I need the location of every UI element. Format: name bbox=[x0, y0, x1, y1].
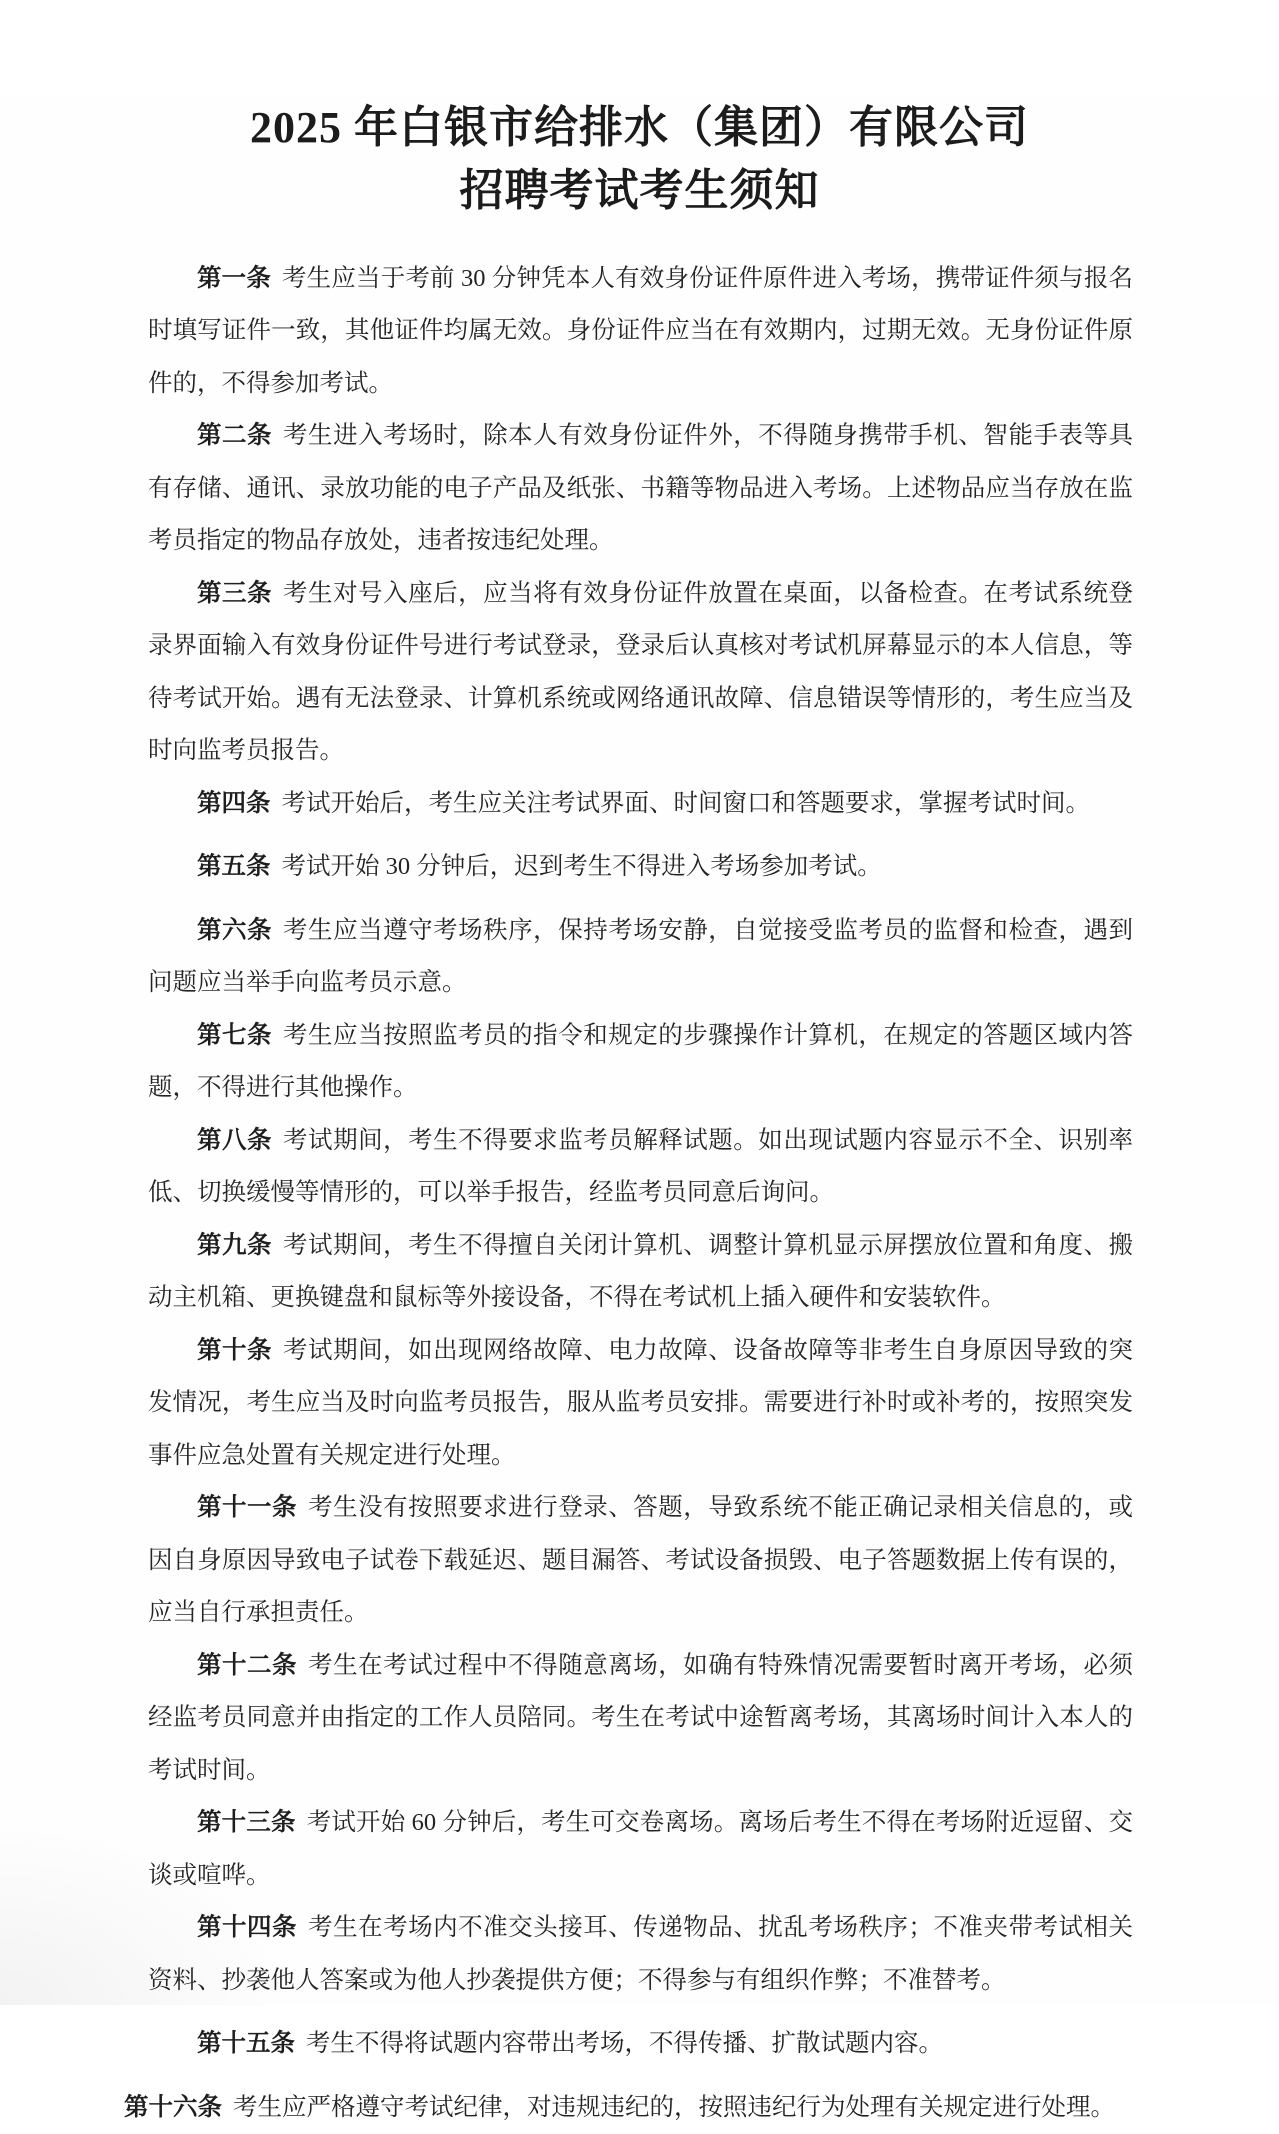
article-label: 第二条 bbox=[197, 422, 273, 450]
article-label: 第六条 bbox=[197, 916, 273, 944]
article-paragraph: 第三条 考生对号入座后，应当将有效身份证件放置在桌面，以备检查。在考试系统登录界面输入有效身份证件号进行考试登录，登录后认真核对考试机屏幕显示的本人信息，等待考试开始。遇有无法登录、计算机系统或网络通讯故障、信息错误等情形的，考生应当及时向监考员报告。 bbox=[148, 579, 1134, 765]
article-paragraph: 第十六条 考生应严格遵守考试纪律，对违规违纪的，按照违纪行为处理有关规定进行处理。 bbox=[124, 2093, 1115, 2121]
article-paragraph: 第八条 考试期间，考生不得要求监考员解释试题。如出现试题内容显示不全、识别率低、切换缓慢等情形的，可以举手报告，经监考员同意后询问。 bbox=[148, 1126, 1134, 1207]
article-label: 第十二条 bbox=[197, 1651, 298, 1679]
document-page bbox=[0, 96, 1279, 2121]
article-paragraph: 第九条 考试期间，考生不得擅自关闭计算机、调整计算机显示屏摆放位置和角度、搬动主机箱、更换键盘和鼠标等外接设备，不得在考试机上插入硬件和安装软件。 bbox=[148, 1231, 1134, 1312]
article-label: 第十六条 bbox=[124, 2093, 222, 2121]
article-paragraph: 第十五条 考生不得将试题内容带出考场，不得传播、扩散试题内容。 bbox=[197, 2030, 943, 2058]
article-paragraph: 第一条 考生应当于考前 30 分钟凭本人有效身份证件原件进入考场，携带证件须与报名时填写证件一致，其他证件均属无效。身份证件应当在有效期内，过期无效。无身份证件原件的，不得参加考试。 bbox=[148, 264, 1134, 397]
article-paragraph: 第十三条 考试开始 60 分钟后，考生可交卷离场。离场后考生不得在考场附近逗留、交谈或喧哗。 bbox=[148, 1809, 1134, 1889]
title-line-1: 2025 年白银市给排水（集团）有限公司 bbox=[250, 103, 1029, 152]
article-paragraph: 第七条 考生应当按照监考员的指令和规定的步骤操作计算机，在规定的答题区域内答题，不得进行其他操作。 bbox=[148, 1021, 1134, 1102]
document-title bbox=[74, 96, 1205, 223]
article-label: 第九条 bbox=[197, 1231, 273, 1259]
article-label: 第十条 bbox=[197, 1336, 273, 1364]
article-label: 第三条 bbox=[197, 579, 273, 607]
article-label: 第十五条 bbox=[197, 2030, 295, 2058]
article-label: 第四条 bbox=[197, 789, 271, 817]
title-line-2: 招聘考试考生须知 bbox=[459, 166, 820, 216]
article-paragraph: 第十条 考试期间，如出现网络故障、电力故障、设备故障等非考生自身原因导致的突发情况，考生应当及时向监考员报告，服从监考员安排。需要进行补时或补考的，按照突发事件应急处置有关规定进行处理。 bbox=[148, 1336, 1134, 1469]
article-paragraph: 第五条 考试开始 30 分钟后，迟到考生不得进入考场参加考试。 bbox=[197, 853, 882, 881]
article-label: 第七条 bbox=[197, 1021, 273, 1049]
article-paragraph: 第六条 考生应当遵守考场秩序，保持考场安静，自觉接受监考员的监督和检查，遇到问题应当举手向监考员示意。 bbox=[148, 916, 1134, 997]
article-label: 第八条 bbox=[197, 1126, 273, 1154]
article-paragraph: 第十二条 考生在考试过程中不得随意离场，如确有特殊情况需要暂时离开考场，必须经监考员同意并由指定的工作人员陪同。考生在考试中途暂离考场，其离场时间计入本人的考试时间。 bbox=[148, 1651, 1134, 1784]
article-paragraph: 第二条 考生进入考场时，除本人有效身份证件外，不得随身携带手机、智能手表等具有存储、通讯、录放功能的电子产品及纸张、书籍等物品进入考场。上述物品应当存放在监考员指定的物品存放处，违者按违纪处理。 bbox=[148, 422, 1134, 555]
article-paragraph: 第四条 考试开始后，考生应关注考试界面、时间窗口和答题要求，掌握考试时间。 bbox=[197, 789, 1090, 817]
article-label: 第五条 bbox=[197, 853, 271, 881]
article-label: 第一条 bbox=[197, 264, 272, 292]
document-body bbox=[124, 253, 1134, 2134]
article-paragraph: 第十一条 考生没有按照要求进行登录、答题，导致系统不能正确记录相关信息的，或因自身原因导致电子试卷下载延迟、题目漏答、考试设备损毁、电子答题数据上传有误的，应当自行承担责任。 bbox=[148, 1494, 1134, 1627]
article-label: 第十三条 bbox=[197, 1809, 296, 1837]
article-paragraph: 第十四条 考生在考场内不准交头接耳、传递物品、扰乱考场秩序；不准夹带考试相关资料、抄袭他人答案或为他人抄袭提供方便；不得参与有组织作弊；不准替考。 bbox=[148, 1914, 1134, 1994]
article-label: 第十四条 bbox=[197, 1914, 298, 1942]
article-label: 第十一条 bbox=[197, 1494, 298, 1522]
